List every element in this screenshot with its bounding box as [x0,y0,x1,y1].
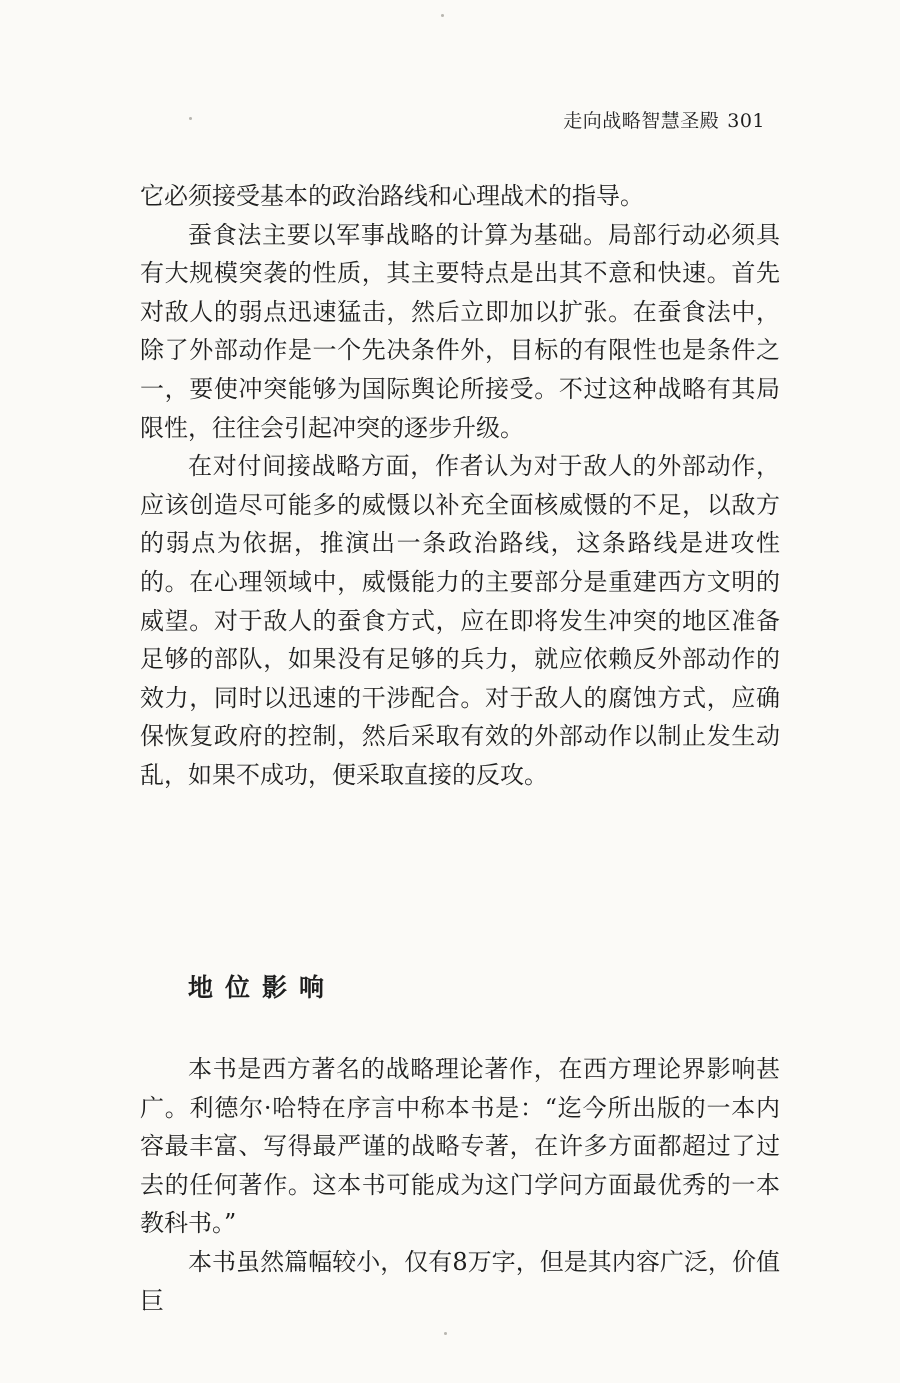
scan-speck [444,1332,447,1335]
page-number: 301 [727,110,765,132]
paragraph: 本书是西方著名的战略理论著作，在西方理论界影响甚广。利德尔·哈特在序言中称本书是：“迄今所出版的一本内容最丰富、写得最严谨的战略专著，在许多方面都超过了过去的任何著作。这本书可能成为这门学问方面最优秀的一本教科书。” [140,1055,780,1238]
paragraph: 在对付间接战略方面，作者认为对于敌人的外部动作，应该创造尽可能多的威慑以补充全面核威慑的不足，以敌方的弱点为依据，推演出一条政治路线，这条路线是进攻性的。在心理领域中，威慑能力的主要部分是重建西方文明的威望。对于敌人的蚕食方式，应在即将发生冲突的地区准备足够的部队，如果没有足够的兵力，就应依赖反外部动作的效力，同时以迅速的干涉配合。对于敌人的腐蚀方式，应确保恢复政府的控制，然后采取有效的外部动作以制止发生动乱，如果不成功，便采取直接的反攻。 [140,452,780,789]
paragraph: 蚕食法主要以军事战略的计算为基础。局部行动必须具有大规模突袭的性质，其主要特点是出其不意和快速。首先对敌人的弱点迅速猛击，然后立即加以扩张。在蚕食法中，除了外部动作是一个先决条件外，目标的有限性也是条件之一，要使冲突能够为国际舆论所接受。不过这种战略有其局限性，往往会引起冲突的逐步升级。 [140,220,780,442]
section-heading: 地位影响 [188,973,337,1002]
paragraph: 它必须接受基本的政治路线和心理战术的指导。 [140,182,644,210]
body-text-bottom [140,1050,780,1320]
scan-speck [441,14,444,17]
paragraph: 本书虽然篇幅较小，仅有8万字，但是其内容广泛，价值巨 [140,1247,780,1315]
scan-speck [189,117,192,120]
running-head-title: 走向战略智慧圣殿 [563,110,720,132]
body-text-top [140,177,780,795]
running-head [560,106,765,133]
